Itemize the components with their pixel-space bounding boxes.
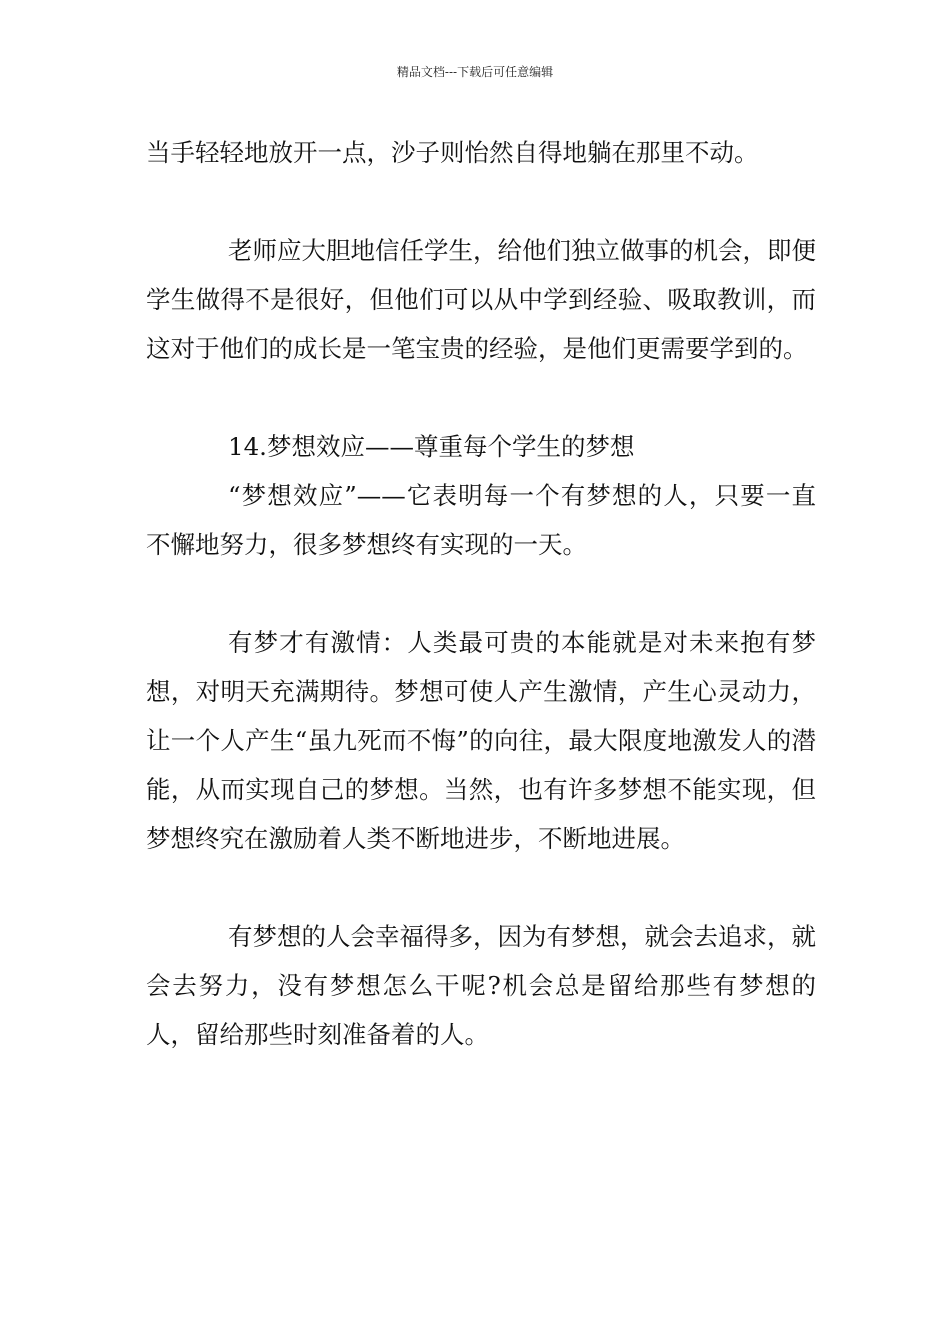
paragraph-dream-effect-definition: “梦想效应”——它表明每一个有梦想的人，只要一直不懈地努力，很多梦想终有实现的一天。 xyxy=(146,481,816,559)
document-body xyxy=(146,128,816,1059)
paragraph-teacher-trust: 老师应大胆地信任学生，给他们独立做事的机会，即便学生做得不是很好，但他们可以从中学到经验、吸取教训，而这对于他们的成长是一笔宝贵的经验，是他们更需要学到的。 xyxy=(146,236,816,363)
section-heading-dream-effect: 14.梦想效应——尊重每个学生的梦想 xyxy=(228,432,635,461)
paragraph-dream-passion: 有梦才有激情：人类最可贵的本能就是对未来抱有梦想，对明天充满期待。梦想可使人产生激情，产生心灵动力，让一个人产生“虽九死而不悔”的向往，最大限度地激发人的潜能，从而实现自己的梦想。当然，也有许多梦想不能实现，但梦想终究在激励着人类不断地进步，不断地进展。 xyxy=(146,628,816,853)
page-header: 精品文档---下载后可任意编辑 xyxy=(396,65,554,79)
paragraph-sand: 当手轻轻地放开一点，沙子则怡然自得地躺在那里不动。 xyxy=(146,138,759,167)
paragraph-dream-happiness: 有梦想的人会幸福得多，因为有梦想，就会去追求，就会去努力，没有梦想怎么干呢?机会总是留给那些有梦想的人，留给那些时刻准备着的人。 xyxy=(146,922,816,1049)
